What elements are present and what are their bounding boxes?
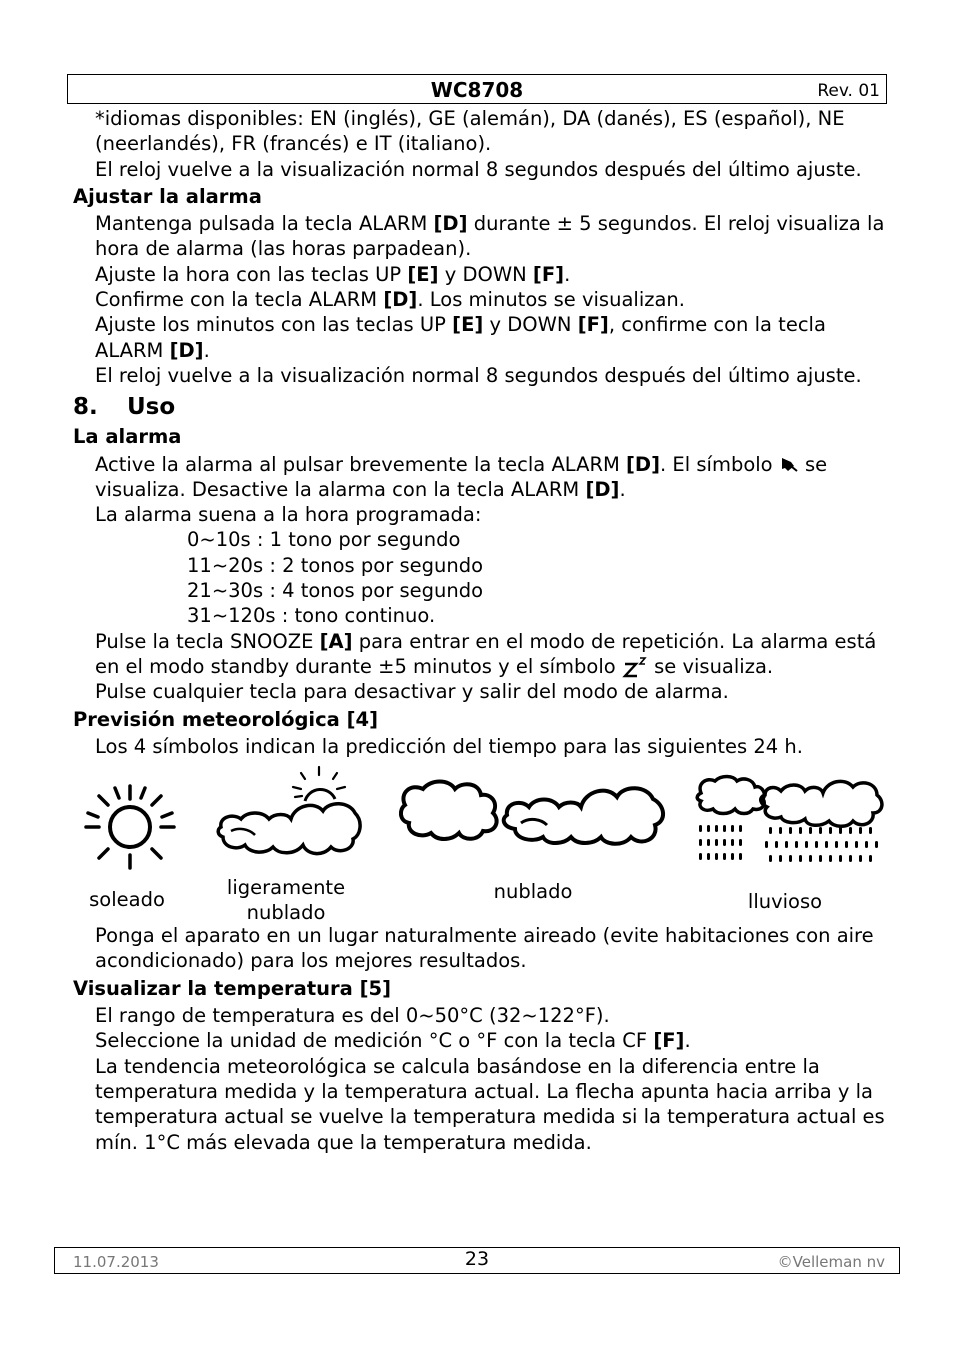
sun-icon [83,783,177,871]
label-rainy: lluvioso [747,890,823,914]
label-partly-cloudy: ligeramente nublado [226,876,346,925]
heading-set-alarm: Ajustar la alarma [73,184,262,208]
tone-item: 31~120s : tono continuo. [187,604,436,628]
rainy-icon [695,773,885,869]
section-heading: 8. Uso [73,394,176,421]
forecast-paragraph-2: Ponga el aparato en un lugar naturalmente aireado (evite habitaciones con aire acondicionado) para los mejores resultados. [95,924,874,973]
back-normal-note: El reloj vuelve a la visualización normal 8 segundos después del último ajuste. [95,157,862,181]
set-alarm-step-4: Ajuste los minutos con las teclas UP [E] y DOWN [F], confirme con la tecla ALARM [D]. [95,313,826,362]
heading-alarm: La alarma [73,425,182,449]
set-alarm-step-3: Confirme con la tecla ALARM [D]. Los minutos se visualizan. [95,288,685,312]
page-header [67,74,887,104]
set-alarm-step-1: Mantenga pulsada la tecla ALARM [D] durante ± 5 segundos. El reloj visualiza la hora de alarma (las horas parpadean). [95,212,885,261]
heading-forecast: Previsión meteorológica [4] [73,707,379,731]
model-number: WC8708 [430,78,524,102]
tone-item: 0~10s : 1 tono por segundo [187,528,461,552]
cloudy-icon [397,775,675,865]
alarm-bell-icon [779,456,799,474]
temperature-paragraph-3: La tendencia meteorológica se calcula basándose en la diferencia entre la temperatura medida y la temperatura actual. La flecha apunta hacia arriba y la temperatura actual se vuelve la temperatura medida si la temperatura actual es mín. 1°C más elevada que la temperatura medida. [95,1054,885,1154]
set-alarm-step-5: El reloj vuelve a la visualización normal 8 segundos después del último ajuste. [95,363,862,387]
revision: Rev. 01 [817,81,880,101]
heading-temperature: Visualizar la temperatura [5] [73,976,391,1000]
snooze-zz-icon [622,656,648,678]
set-alarm-step-2: Ajuste la hora con las teclas UP [E] y DOWN [F]. [95,262,571,286]
languages-note: *idiomas disponibles: EN (inglés), GE (alemán), DA (danés), ES (español), NE (neerlandés), FR (francés) e IT (italiano). [95,107,845,156]
alarm-paragraph-1: Active la alarma al pulsar brevemente la tecla ALARM [D]. El símbolo se visualiza. Desactive la alarma con la tecla ALARM [D]. [95,452,828,501]
page-content [73,106,893,1155]
page-number: 23 [464,1248,490,1270]
temperature-paragraph-1: El rango de temperatura es del 0~50°C (32~122°F). [95,1004,610,1028]
alarm-paragraph-3: Pulse la tecla SNOOZE [A] para entrar en el modo de repetición. La alarma está en el modo standby durante ±5 minutos y el símbolo se visualiza. [95,629,877,678]
label-sunny: soleado [89,888,165,912]
temperature-paragraph-2: Seleccione la unidad de medición °C o °F con la tecla CF [F]. [95,1029,691,1053]
tone-item: 11~20s : 2 tonos por segundo [187,553,484,577]
label-cloudy: nublado [493,880,573,904]
partly-cloudy-icon [215,765,365,865]
tone-item: 21~30s : 4 tonos por segundo [187,579,484,603]
footer-copyright: ©Velleman nv [777,1253,885,1271]
alarm-paragraph-4: Pulse cualquier tecla para desactivar y salir del modo de alarma. [95,680,729,704]
footer-date: 11.07.2013 [73,1253,159,1271]
page-footer [54,1247,900,1274]
weather-symbols [73,763,893,923]
alarm-paragraph-2: La alarma suena a la hora programada: [95,503,482,527]
forecast-paragraph-1: Los 4 símbolos indican la predicción del tiempo para las siguientes 24 h. [95,734,803,758]
